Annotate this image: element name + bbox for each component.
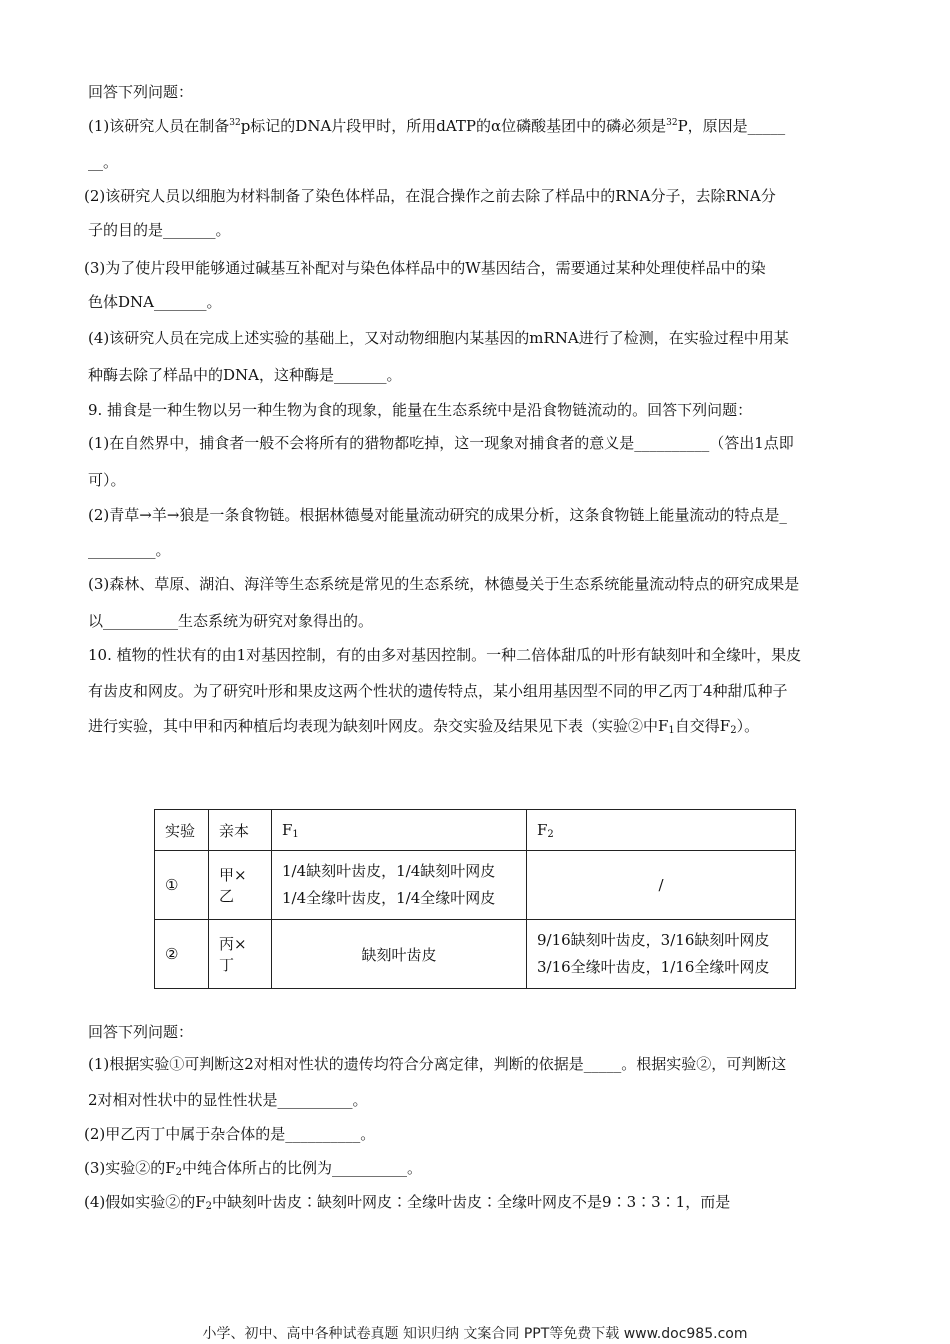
header-f1: $F_1$ bbox=[272, 810, 527, 851]
row1-parents: 甲×乙 bbox=[209, 851, 272, 920]
table-header-row bbox=[155, 810, 796, 851]
q8-part1-cont: __。 bbox=[88, 153, 119, 171]
row1-f2: / bbox=[527, 851, 796, 920]
q8-part4-line1: (4)该研究人员在完成上述实验的基础上，又对动物细胞内某基因的mRNA进行了检测，在实验过程中用某 bbox=[88, 329, 789, 347]
q10-stem-line3: 进行实验，其中甲和丙种植后均表现为缺刻叶网皮。杂交实验及结果见下表（实验②中$F_1$自交得$F_2$）。 bbox=[88, 717, 760, 736]
q8-part1: (1)该研究人员在制备$^{32}$p标记的DNA片段甲时，所用dATP的α位磷酸基团中的磷必须是$^{32}$P，原因是_____ bbox=[88, 117, 786, 135]
q8-part2-line1: (2)该研究人员以细胞为材料制备了染色体样品，在混合操作之前去除了样品中的RNA分子，去除RNA分 bbox=[84, 187, 776, 205]
header-parents: 亲本 bbox=[209, 810, 272, 851]
q8-part3-line1: (3)为了使片段甲能够通过碱基互补配对与染色体样品中的W基因结合，需要通过某种处理使样品中的染 bbox=[84, 259, 766, 277]
row1-f1: 1/4缺刻叶齿皮，1/4缺刻叶网皮 1/4全缘叶齿皮，1/4全缘叶网皮 bbox=[272, 851, 527, 920]
header-experiment: 实验 bbox=[155, 810, 209, 851]
q8-part4-line2: 种酶去除了样品中的DNA，这种酶是_______。 bbox=[88, 366, 402, 384]
row2-f2: 9/16缺刻叶齿皮，3/16缺刻叶网皮 3/16全缘叶齿皮，1/16全缘叶网皮 bbox=[527, 920, 796, 989]
row2-experiment: ② bbox=[155, 920, 209, 989]
table-row bbox=[155, 851, 796, 920]
q9-part1-line2: 可）。 bbox=[88, 471, 126, 489]
header-f2: $F_2$ bbox=[527, 810, 796, 851]
q9-part3-line1: (3)森林、草原、湖泊、海洋等生态系统是常见的生态系统，林德曼关于生态系统能量流动特点的研究成果是 bbox=[88, 575, 800, 593]
q10-part3: (3)实验②的$F_2$中纯合体所占的比例为__________。 bbox=[84, 1159, 423, 1178]
q10-part1-line1: (1)根据实验①可判断这2对相对性状的遗传均符合分离定律，判断的依据是_____。根据实验②，可判断这 bbox=[88, 1055, 787, 1073]
q10-after-intro: 回答下列问题： bbox=[88, 1023, 194, 1041]
row2-f1: 缺刻叶齿皮 bbox=[272, 920, 527, 989]
q8-part3-line2: 色体DNA_______。 bbox=[88, 293, 222, 311]
row1-experiment: ① bbox=[155, 851, 209, 920]
q9-part3-line2: 以__________生态系统为研究对象得出的。 bbox=[88, 612, 374, 630]
q10-part4: (4)假如实验②的$F_2$中缺刻叶齿皮∶缺刻叶网皮∶全缘叶齿皮∶全缘叶网皮不是9∶3∶3∶1，而是 bbox=[84, 1193, 731, 1212]
q10-stem-line2: 有齿皮和网皮。为了研究叶形和果皮这两个性状的遗传特点，某小组用基因型不同的甲乙丙丁4种甜瓜种子 bbox=[88, 682, 788, 700]
q9-stem: 9. 捕食是一种生物以另一种生物为食的现象，能量在生态系统中是沿食物链流动的。回答下列问题： bbox=[88, 401, 753, 419]
row2-parents: 丙×丁 bbox=[209, 920, 272, 989]
q9-part1-line1: (1)在自然界中，捕食者一般不会将所有的猎物都吃掉，这一现象对捕食者的意义是__________（答出1点即 bbox=[88, 434, 794, 452]
q10-part1-line2: 2对相对性状中的显性性状是__________。 bbox=[88, 1091, 368, 1109]
q10-part2: (2)甲乙丙丁中属于杂合体的是__________。 bbox=[84, 1125, 376, 1143]
footer-banner: 小学、初中、高中各种试卷真题 知识归纳 文案合同 PPT等免费下载 www.doc985.com bbox=[202, 1326, 748, 1342]
q10-stem-line1: 10. 植物的性状有的由1对基因控制，有的由多对基因控制。一种二倍体甜瓜的叶形有缺刻叶和全缘叶，果皮 bbox=[88, 646, 802, 664]
q9-part2-line1: (2)青草→羊→狼是一条食物链。根据林德曼对能量流动研究的成果分析，这条食物链上能量流动的特点是_ bbox=[88, 506, 787, 524]
table-row bbox=[155, 920, 796, 989]
cross-results-table bbox=[154, 809, 796, 989]
q9-part2-line2: _________。 bbox=[88, 541, 171, 559]
q8-part2-line2: 子的目的是_______。 bbox=[88, 221, 231, 239]
q8-intro: 回答下列问题： bbox=[88, 83, 194, 101]
